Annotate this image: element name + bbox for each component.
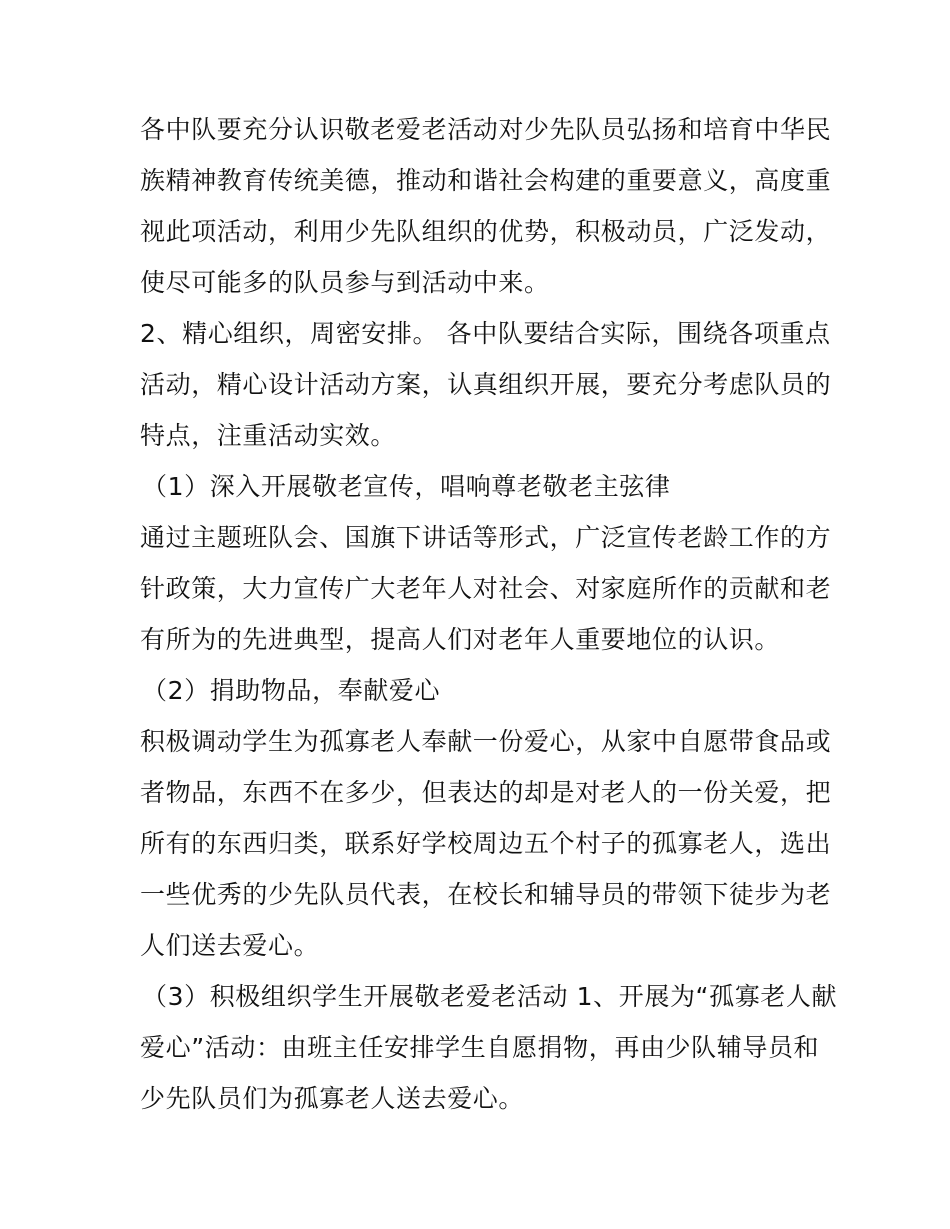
section-heading-line: 2、精心组织，周密安排。 各中队要结合实际，围绕各项重点: [140, 319, 831, 348]
paragraph-line: 各中队要充分认识敬老爱老活动对少先队员弘扬和培育中华民: [140, 115, 832, 144]
paragraph-line: 少先队员们为孤寡老人送去爱心。: [140, 1084, 525, 1113]
paragraph-line: 有所为的先进典型，提高人们对老年人重要地位的认识。: [140, 625, 781, 654]
paragraph-line: 所有的东西归类，联系好学校周边五个村子的孤寡老人，选出: [140, 829, 832, 858]
paragraph-line: 特点，注重活动实效。: [140, 421, 397, 450]
paragraph-line: 通过主题班队会、国旗下讲话等形式，广泛宣传老龄工作的方: [140, 523, 832, 552]
paragraph-line: 使尽可能多的队员参与到活动中来。: [140, 268, 550, 297]
paragraph-line: 针政策，大力宣传广大老年人对社会、对家庭所作的贡献和老: [140, 574, 832, 603]
subheading-line: （2）捐助物品，奉献爱心: [142, 676, 441, 705]
paragraph-line: 族精神教育传统美德，推动和谐社会构建的重要意义，高度重: [140, 166, 832, 195]
paragraph-line: 人们送去爱心。: [140, 931, 320, 960]
paragraph-line: 一些优秀的少先队员代表，在校长和辅导员的带领下徒步为老: [140, 880, 832, 909]
paragraph-line: 视此项活动，利用少先队组织的优势，积极动员，广泛发动，: [140, 217, 832, 246]
subheading-line: （1）深入开展敬老宣传，唱响尊老敬老主弦律: [142, 472, 671, 501]
document-body: [140, 104, 838, 1124]
subheading-line: （3）积极组织学生开展敬老爱老活动 1、开展为“孤寡老人献: [142, 982, 838, 1011]
paragraph-line: 活动，精心设计活动方案，认真组织开展，要充分考虑队员的: [140, 370, 832, 399]
paragraph-line: 者物品，东西不在多少，但表达的却是对老人的一份关爱，把: [140, 778, 832, 807]
paragraph-line: 积极调动学生为孤寡老人奉献一份爱心，从家中自愿带食品或: [140, 727, 832, 756]
paragraph-line: 爱心”活动：由班主任安排学生自愿捐物，再由少队辅导员和: [140, 1033, 820, 1062]
